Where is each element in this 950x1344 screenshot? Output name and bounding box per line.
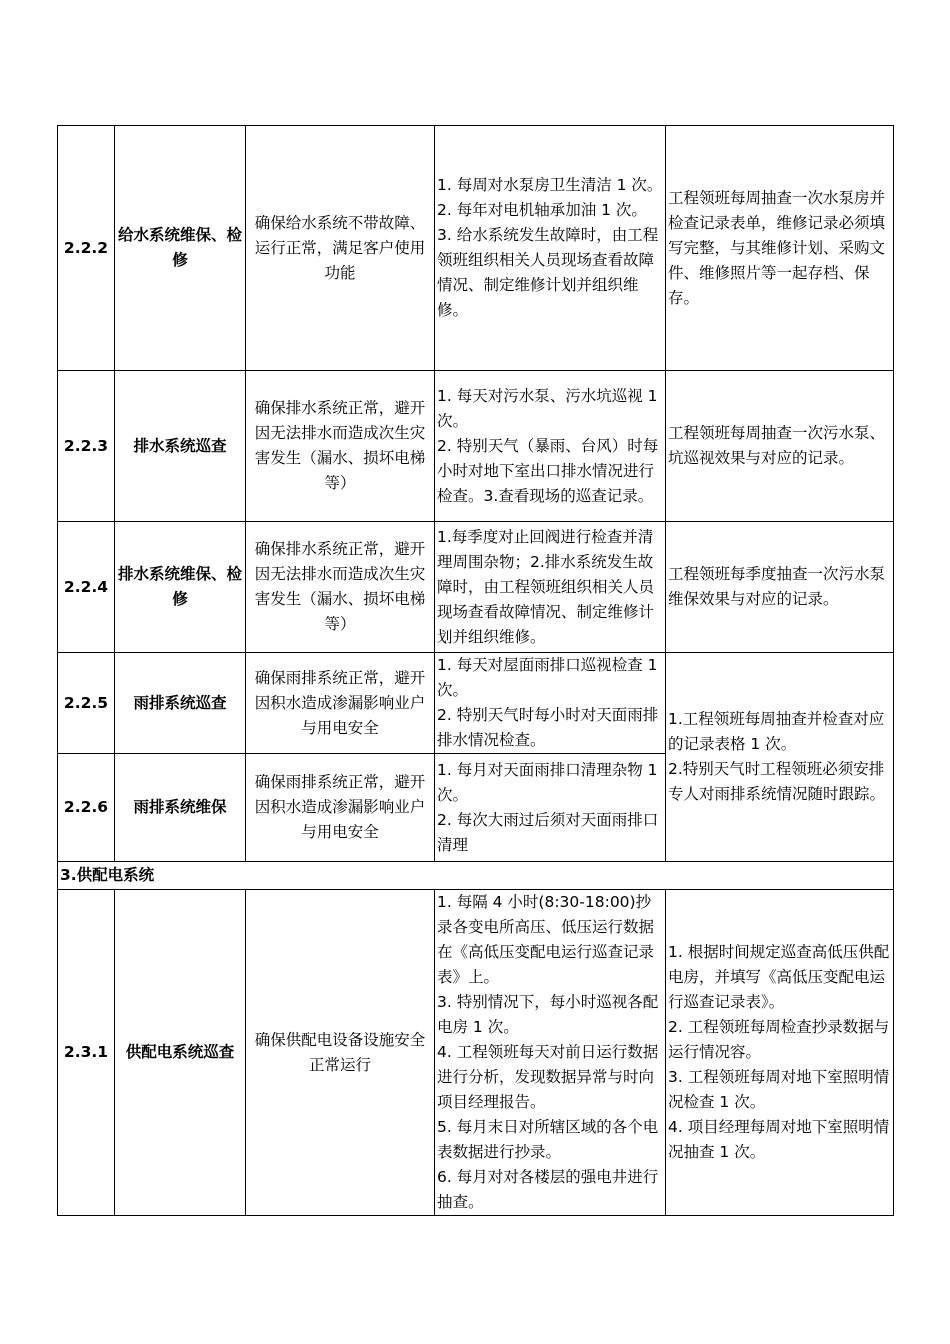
check-line: 1. 根据时间规定巡查高低压供配电房，并填写《高低压变配电运行巡查记录表》。 xyxy=(668,943,890,1011)
item-goal: 确保雨排系统正常，避开因积水造成渗漏影响业户与用电安全 xyxy=(246,653,435,754)
table-row xyxy=(58,890,894,1216)
maintenance-table xyxy=(57,125,894,1216)
check-line: 1.工程领班每周抽查并检查对应的记录表格 1 次。 xyxy=(668,710,885,753)
item-number: 2.2.3 xyxy=(58,371,115,522)
work-content xyxy=(435,653,666,754)
work-line: 1. 每隔 4 小时(8:30-18:00)抄录各变电所高压、低压运行数据在《高低压变配电运行巡查记录表》上。 xyxy=(437,893,655,986)
item-name: 排水系统维保、检修 xyxy=(115,522,246,653)
item-goal: 确保排水系统正常，避开因无法排水而造成次生灾害发生（漏水、损坏电梯等） xyxy=(246,522,435,653)
section-row xyxy=(58,862,894,890)
check-line: 3. 工程领班每周对地下室照明情况检查 1 次。 xyxy=(668,1068,890,1111)
item-number: 2.2.4 xyxy=(58,522,115,653)
item-goal: 确保给水系统不带故障、运行正常，满足客户使用功能 xyxy=(246,126,435,371)
work-line: 1. 每天对污水泵、污水坑巡视 1 次。 xyxy=(437,386,658,430)
check-line: 工程领班每周抽查一次污水泵、坑巡视效果与对应的记录。 xyxy=(668,424,886,467)
item-name: 排水系统巡查 xyxy=(115,371,246,522)
item-number: 2.2.2 xyxy=(58,126,115,371)
check-line: 4. 项目经理每周对地下室照明情况抽查 1 次。 xyxy=(668,1118,890,1161)
work-content xyxy=(435,754,666,862)
work-line: 1. 每周对水泵房卫生清洁 1 次。 xyxy=(437,176,663,194)
table-row xyxy=(58,371,894,522)
work-line: 1. 每月对天面雨排口清理杂物 1 次。 xyxy=(437,760,658,804)
work-line: 4. 工程领班每天对前日运行数据进行分析，发现数据异常与时向项目经理报告。 xyxy=(437,1043,659,1111)
item-name: 供配电系统巡查 xyxy=(115,890,246,1216)
work-line: 3. 给水系统发生故障时，由工程领班组织相关人员现场查看故障情况、制定维修计划并组织维修。 xyxy=(437,226,659,319)
check-content xyxy=(666,653,894,862)
work-content xyxy=(435,890,666,1216)
check-line: 工程领班每周抽查一次水泵房并检查记录表单，维修记录必须填写完整，与其维修计划、采购文件、维修照片等一起存档、保存。 xyxy=(668,188,886,307)
item-number: 2.3.1 xyxy=(58,890,115,1216)
work-line: 3. 特别情况下，每小时巡视各配电房 1 次。 xyxy=(437,993,659,1036)
item-goal: 确保供配电设备设施安全正常运行 xyxy=(246,890,435,1216)
work-line: 1.每季度对止回阀进行检查并清理周围杂物；2.排水系统发生故障时，由工程领班组织相关人员现场查看故障情况、制定维修计划并组织维修。 xyxy=(437,527,655,646)
work-content xyxy=(435,126,666,371)
item-name: 雨排系统维保 xyxy=(115,754,246,862)
item-name: 雨排系统巡查 xyxy=(115,653,246,754)
work-line: 6. 每月对对各楼层的强电井进行抽查。 xyxy=(437,1168,659,1211)
table-row xyxy=(58,653,894,754)
item-goal: 确保雨排系统正常，避开因积水造成渗漏影响业户与用电安全 xyxy=(246,754,435,862)
work-line: 2. 特别天气时每小时对天面雨排排水情况检查。 xyxy=(437,706,659,749)
item-name: 给水系统维保、检修 xyxy=(115,126,246,371)
work-line: 2. 特别天气（暴雨、台风）时每小时对地下室出口排水情况进行检查。3.查看现场的巡查记录。 xyxy=(437,436,659,505)
check-line: 2.特别天气时工程领班必须安排专人对雨排系统情况随时跟踪。 xyxy=(668,760,886,803)
work-content xyxy=(435,522,666,653)
table-row xyxy=(58,126,894,371)
check-content xyxy=(666,890,894,1216)
check-line: 2. 工程领班每周检查抄录数据与运行情况容。 xyxy=(668,1018,890,1061)
table-row xyxy=(58,522,894,653)
item-number: 2.2.5 xyxy=(58,653,115,754)
section-title: 3.供配电系统 xyxy=(58,862,894,890)
check-line: 工程领班每季度抽查一次污水泵维保效果与对应的记录。 xyxy=(668,565,886,608)
check-content xyxy=(666,371,894,522)
check-content xyxy=(666,522,894,653)
item-goal: 确保排水系统正常，避开因无法排水而造成次生灾害发生（漏水、损坏电梯等） xyxy=(246,371,435,522)
work-line: 5. 每月末日对所辖区域的各个电表数据进行抄录。 xyxy=(437,1118,659,1161)
check-content xyxy=(666,126,894,371)
work-content xyxy=(435,371,666,522)
work-line: 2. 每年对电机轴承加油 1 次。 xyxy=(437,201,647,219)
work-line: 2. 每次大雨过后须对天面雨排口清理 xyxy=(437,810,659,854)
item-number: 2.2.6 xyxy=(58,754,115,862)
work-line: 1. 每天对屋面雨排口巡视检查 1 次。 xyxy=(437,656,658,699)
